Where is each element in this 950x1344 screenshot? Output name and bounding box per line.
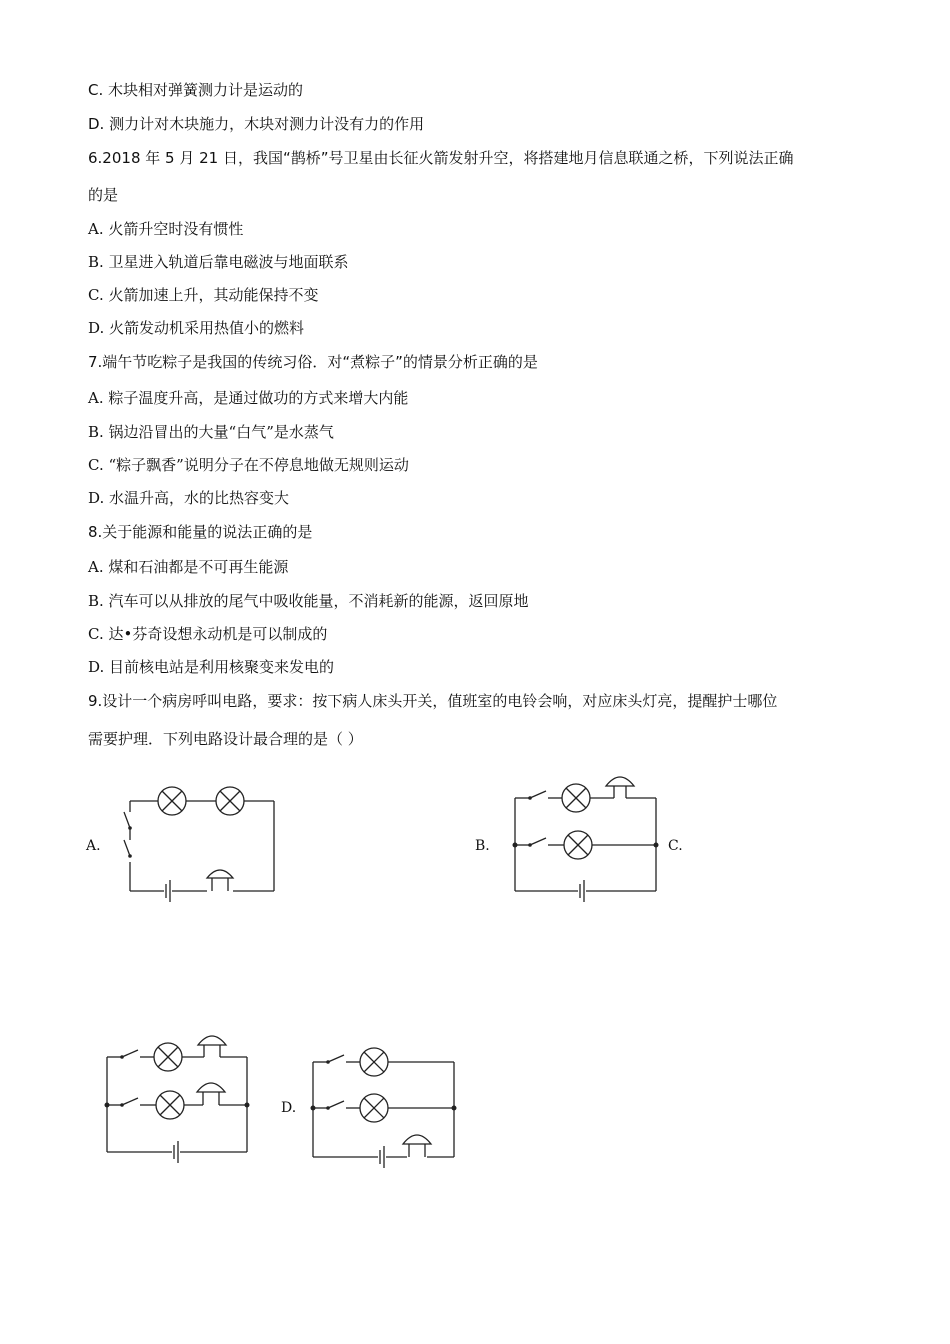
question-7-option-b: B. 锅边沿冒出的大量“白气”是水蒸气 — [88, 423, 334, 441]
bell-icon — [403, 1135, 431, 1157]
question-8-option-d: D. 目前核电站是利用核聚变来发电的 — [88, 658, 335, 676]
question-6-option-a: A. 火箭升空时没有惯性 — [88, 220, 244, 238]
question-9-stem-cont: 需要护理．下列电路设计最合理的是（ ） — [88, 730, 363, 748]
question-9-stem: 9.设计一个病房呼叫电路，要求：按下病人床头开关，值班室的电铃会响，对应床头灯亮，提醒护士哪位 — [88, 692, 778, 710]
question-8-option-a: A. 煤和石油都是不可再生能源 — [88, 558, 289, 576]
question-6-option-b: B. 卫星进入轨道后靠电磁波与地面联系 — [88, 253, 349, 271]
question-7-option-a: A. 粽子温度升高，是通过做功的方式来增大内能 — [88, 389, 409, 407]
question-8-option-c: C. 达•芬奇设想永动机是可以制成的 — [88, 625, 328, 643]
diagram-label-b: B. — [475, 838, 490, 854]
question-6-option-d: D. 火箭发动机采用热值小的燃料 — [88, 319, 305, 337]
question-8-option-b: B. 汽车可以从排放的尾气中吸收能量，不消耗新的能源，返回原地 — [88, 592, 529, 610]
question-7-option-d: D. 水温升高，水的比热容变大 — [88, 489, 290, 507]
circuit-d-wires — [313, 1062, 454, 1157]
question-6-option-c: C. 火箭加速上升，其动能保持不变 — [88, 286, 319, 304]
option-line-d: D. 测力计对木块施力，木块对测力计没有力的作用 — [88, 115, 425, 133]
question-7-option-c: C. “粽子飘香”说明分子在不停息地做无规则运动 — [88, 456, 409, 474]
switch-icon — [326, 1055, 344, 1064]
lamp-icon — [360, 1048, 388, 1076]
diagram-label-c: C. — [668, 838, 683, 854]
option-line-c: C. 木块相对弹簧测力计是运动的 — [88, 81, 304, 99]
battery-icon — [380, 1146, 384, 1168]
question-6-stem: 6.2018 年 5 月 21 日，我国“鹊桥”号卫星由长征火箭发射升空，将搭建地月信息联通之桥，下列说法正确 — [88, 149, 794, 167]
question-8-stem: 8.关于能源和能量的说法正确的是 — [88, 523, 313, 541]
switch-icon — [326, 1101, 344, 1110]
diagram-label-a: A. — [86, 838, 101, 854]
lamp-icon — [360, 1094, 388, 1122]
question-7-stem: 7.端午节吃粽子是我国的传统习俗．对“煮粽子”的情景分析正确的是 — [88, 353, 538, 371]
question-6-stem-cont: 的是 — [88, 186, 119, 204]
diagram-label-d: D. — [281, 1100, 297, 1116]
